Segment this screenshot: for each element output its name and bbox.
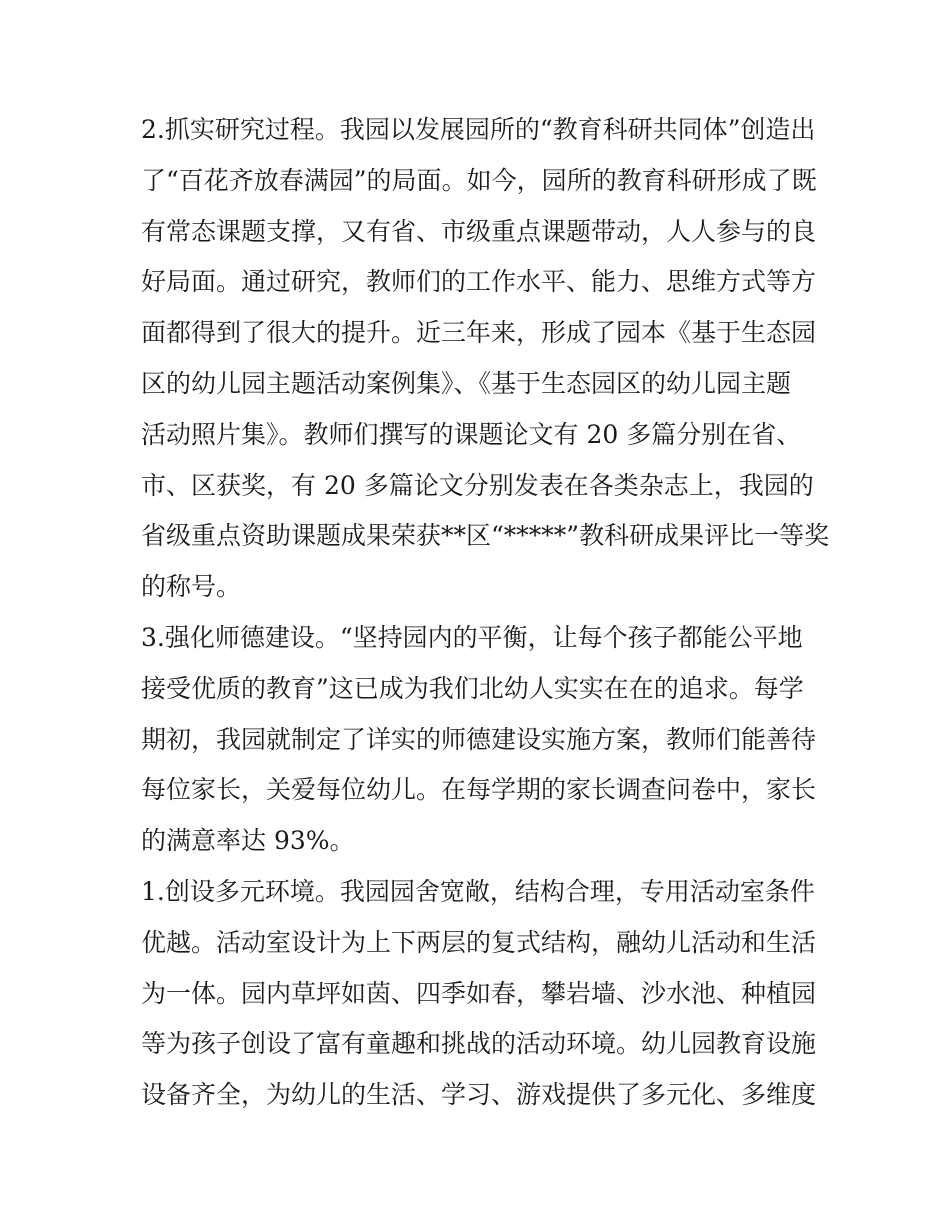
text-line: 的称号。	[141, 572, 242, 602]
text-line: 区的幼儿园主题活动案例集》、《基于生态园区的幼儿园主题	[141, 368, 792, 398]
text-line: 设备齐全，为幼儿的生活、学习、游戏提供了多元化、多维度	[141, 1080, 817, 1110]
text-line: 的满意率达 93%。	[141, 826, 355, 856]
text-line: 期初，我园就制定了详实的师德建设实施方案，教师们能善待	[141, 724, 817, 754]
text-line: 接受优质的教育”这已成为我们北幼人实实在在的追求。每学	[141, 673, 804, 703]
text-line: 好局面。通过研究，教师们的工作水平、能力、思维方式等方	[141, 267, 817, 297]
text-line: 活动照片集》。教师们撰写的课题论文有 20 多篇分别在省、	[141, 419, 802, 449]
text-line: 优越。活动室设计为上下两层的复式结构，融幼儿活动和生活	[141, 927, 817, 957]
text-line: 为一体。园内草坪如茵、四季如春，攀岩墙、沙水池、种植园	[141, 978, 817, 1008]
text-line: 2.抓实研究过程。我园以发展园所的“教育科研共同体”创造出	[141, 115, 816, 144]
text-line: 面都得到了很大的提升。近三年来，形成了园本《基于生态园	[141, 318, 817, 348]
text-line: 每位家长，关爱每位幼儿。在每学期的家长调查问卷中，家长	[141, 775, 817, 805]
text-line: 等为孩子创设了富有童趣和挑战的活动环境。幼儿园教育设施	[141, 1029, 817, 1059]
text-line: 3.强化师德建设。“坚持园内的平衡，让每个孩子都能公平地	[141, 622, 803, 652]
text-line: 省级重点资助课题成果荣获**区“*****”教科研成果评比一等奖	[141, 521, 830, 551]
document-body	[141, 105, 830, 1121]
text-line: 有常态课题支撑，又有省、市级重点课题带动，人人参与的良	[141, 216, 817, 246]
text-line: 市、区获奖，有 20 多篇论文分别发表在各类杂志上，我园的	[141, 470, 814, 500]
text-line: 1.创设多元环境。我园园舍宽敞，结构合理，专用活动室条件	[141, 876, 815, 906]
text-line: 了“百花齐放春满园”的局面。如今，园所的教育科研形成了既	[141, 165, 817, 195]
